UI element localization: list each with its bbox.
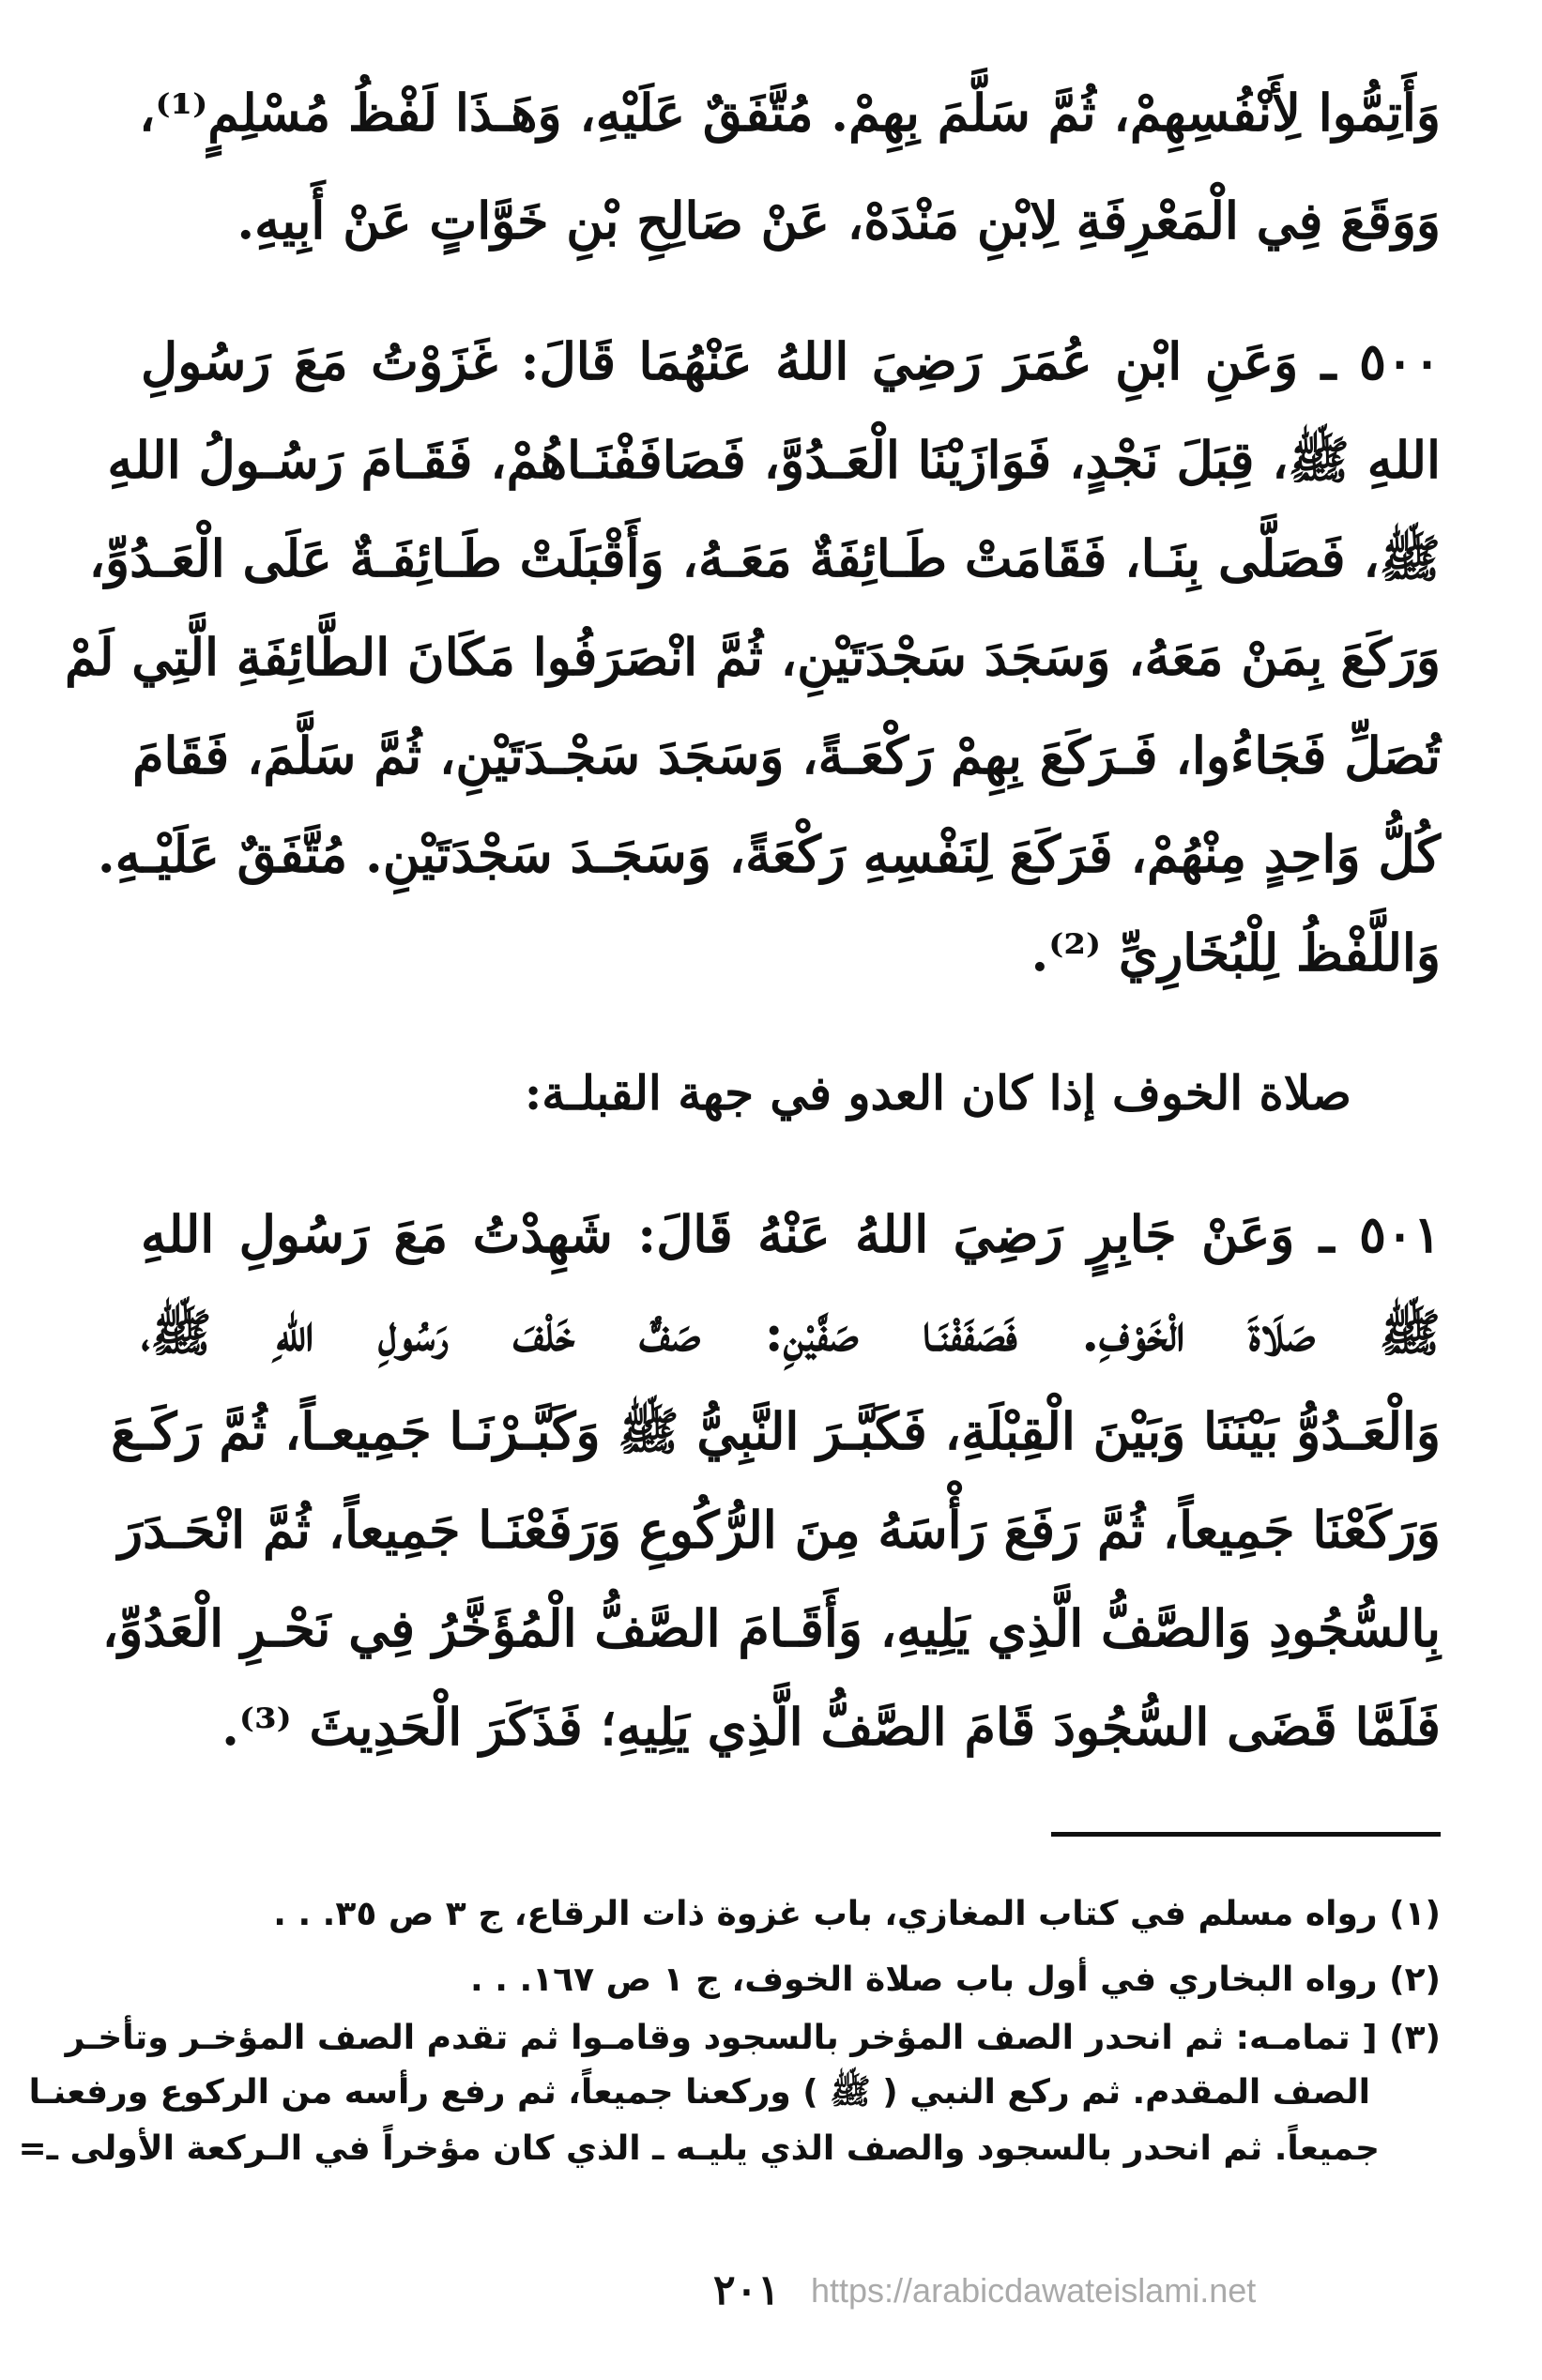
footnote-3-cont: جميعاً. ثم انحدر بالسجود والصف الذي يليـه ـ الذي كان مؤخراً في الـركعة الأولى ـ= bbox=[18, 2129, 1380, 2168]
text-line: فَلَمَّا قَضَى السُّجُودَ قَامَ الصَّفُّ الَّذِي يَلِيهِ؛ فَذَكَرَ الْحَدِيثَ ⁽³⁾. bbox=[221, 1697, 1441, 1757]
page-footer bbox=[713, 2257, 1256, 2323]
footnote-3: (٣) [ تمامـه: ثم انحدر الصف المؤخر بالسجود وقامـوا ثم تقدم الصف المؤخـر وتأخـر bbox=[65, 2019, 1441, 2057]
text-line: بِالسُّجُودِ وَالصَّفُّ الَّذِي يَلِيهِ، وَأَقَـامَ الصَّفُّ الْمُؤَخَّرُ فِي نَحْـرِ الْعَدُوِّ، bbox=[101, 1598, 1441, 1658]
text-line: اللهِ ﷺ، قِبَلَ نَجْدٍ، فَوَازَيْنَا الْعَـدُوَّ، فَصَافَفْنَـاهُمْ، فَقَـامَ رَسُـولُ اللهِ bbox=[107, 430, 1441, 490]
text-line: كُلُّ وَاحِدٍ مِنْهُمْ، فَرَكَعَ لِنَفْسِهِ رَكْعَةً، وَسَجَـدَ سَجْدَتَيْنِ. مُتَّفَقٌ عَلَيْـهِ. bbox=[97, 824, 1441, 884]
text-line: وَرَكَعَ بِمَنْ مَعَهُ، وَسَجَدَ سَجْدَتَيْنِ، ثُمَّ انْصَرَفُوا مَكَانَ الطَّائِفَةِ الَّتِي لَمْ bbox=[65, 627, 1441, 687]
text-line: وَالْعَـدُوُّ بَيْنَنَا وَبَيْنَ الْقِبْلَةِ، فَكَبَّـرَ النَّبِيُّ ﷺ وَكَبَّـرْنَـا جَمِيعـاً، ثُمَّ رَكَـعَ bbox=[111, 1401, 1441, 1461]
hadith-500-line: ٥٠٠ ـ وَعَنِ ابْنِ عُمَرَ رَضِيَ اللهُ عَنْهُمَا قَالَ: غَزَوْتُ مَعَ رَسُولِ bbox=[141, 331, 1441, 391]
text-line: تُصَلِّ فَجَاءُوا، فَـرَكَعَ بِهِمْ رَكْعَـةً، وَسَجَدَ سَجْـدَتَيْنِ، ثُمَّ سَلَّمَ، فَقَامَ bbox=[132, 725, 1441, 786]
hadith-501-line: ٥٠١ ـ وَعَنْ جَابِرٍ رَضِيَ اللهُ عَنْهُ قَالَ: شَهِدْتُ مَعَ رَسُولِ اللهِ bbox=[141, 1204, 1441, 1264]
text-line: وَأَتِمُّوا لِأَنْفُسِهِمْ، ثُمَّ سَلَّمَ بِهِمْ. مُتَّفَقٌ عَلَيْهِ، وَهَـذَا لَفْظُ مُسْلِمٍ⁽¹⁾، bbox=[139, 83, 1441, 143]
page-number: ٢٠١ bbox=[713, 2266, 780, 2314]
footnote-3-cont: الصف المقدم. ثم ركع النبي ( ﷺ ) وركعنا جميعاً، ثم رفع رأسه من الركوع ورفعنـا bbox=[28, 2073, 1370, 2112]
footnote-1: (١) رواه مسلم في كتاب المغازي، باب غزوة ذات الرقاع، ج ٣ ص ٣٥. . . bbox=[273, 1895, 1441, 1933]
footnote-2: (٢) رواه البخاري في أول باب صلاة الخوف، ج ١ ص ١٦٧. . . bbox=[470, 1960, 1441, 1999]
text-line: وَوَقَعَ فِي الْمَعْرِفَةِ لِابْنِ مَنْدَهْ، عَنْ صَالِحِ بْنِ خَوَّاتٍ عَنْ أَبِيهِ. bbox=[237, 191, 1441, 251]
text-line: ﷺ صَلَاةَ الْخَوْفِ. فَصَفَفْنَـا صَفَّيْنِ: صَفٌّ خَلْفَ رَسُولِ اللهِ ﷺ، bbox=[141, 1303, 1441, 1363]
footnote-separator bbox=[1051, 1832, 1441, 1837]
section-heading: صلاة الخوف إذا كان العدو في جهة القبلـة: bbox=[524, 1065, 1351, 1121]
text-line: وَرَكَعْنَا جَمِيعاً، ثُمَّ رَفَعَ رَأْسَهُ مِنَ الرُّكُوعِ وَرَفَعْنَـا جَمِيعاً، ثُمَّ انْحَـدَرَ bbox=[118, 1500, 1441, 1560]
watermark-url: https://arabicdawateislami.net bbox=[811, 2270, 1257, 2310]
text-line: وَاللَّفْظُ لِلْبُخَارِيِّ ⁽²⁾. bbox=[1031, 923, 1441, 983]
text-line: ﷺ، فَصَلَّى بِنَـا، فَقَامَتْ طَـائِفَةٌ مَعَـهُ، وَأَقْبَلَتْ طَـائِفَـةٌ عَلَى الْعَـدُوِّ، bbox=[88, 528, 1441, 588]
